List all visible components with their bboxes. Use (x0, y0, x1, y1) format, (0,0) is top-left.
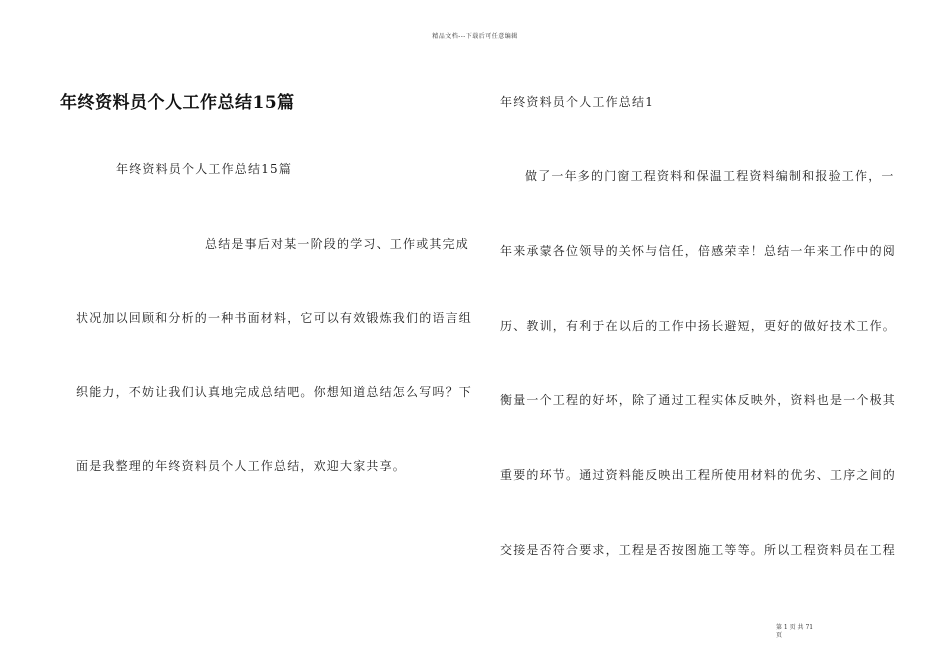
paragraph-line: 做了一年多的门窗工程资料和保温工程资料编制和报验工作，一 (525, 169, 895, 183)
paragraph-line: 织能力，不妨让我们认真地完成总结吧。你想知道总结怎么写吗？下 (76, 385, 473, 399)
section-heading: 年终资料员个人工作总结1 (500, 95, 655, 109)
paragraph-line: 衡量一个工程的好坏，除了通过工程实体反映外，资料也是一个极其 (500, 393, 897, 407)
paragraph-line: 交接是否符合要求，工程是否按图施工等等。所以工程资料员在工程 (500, 543, 897, 557)
page-number-line: 第 1 页 共 71 (776, 624, 814, 631)
page-header-note: 精品文档---下载后可任意编辑 (432, 33, 518, 40)
paragraph-line: 历、教训，有利于在以后的工作中扬长避短，更好的做好技术工作。 (500, 319, 897, 333)
page-number-line: 页 (776, 632, 783, 639)
paragraph-line: 年来承蒙各位领导的关怀与信任，倍感荣幸！总结一年来工作中的阅 (500, 244, 897, 258)
paragraph-line: 重要的环节。通过资料能反映出工程所使用材料的优劣、工序之间的 (500, 468, 897, 482)
paragraph-line: 总结是事后对某一阶段的学习、工作或其完成 (205, 237, 470, 251)
page-number (776, 624, 836, 640)
document-title: 年终资料员个人工作总结15篇 (60, 93, 295, 113)
subtitle-line: 年终资料员个人工作总结15篇 (116, 162, 293, 176)
paragraph-line: 状况加以回顾和分析的一种书面材料，它可以有效锻炼我们的语言组 (76, 311, 473, 325)
paragraph-line: 面是我整理的年终资料员个人工作总结，欢迎大家共享。 (76, 459, 407, 473)
